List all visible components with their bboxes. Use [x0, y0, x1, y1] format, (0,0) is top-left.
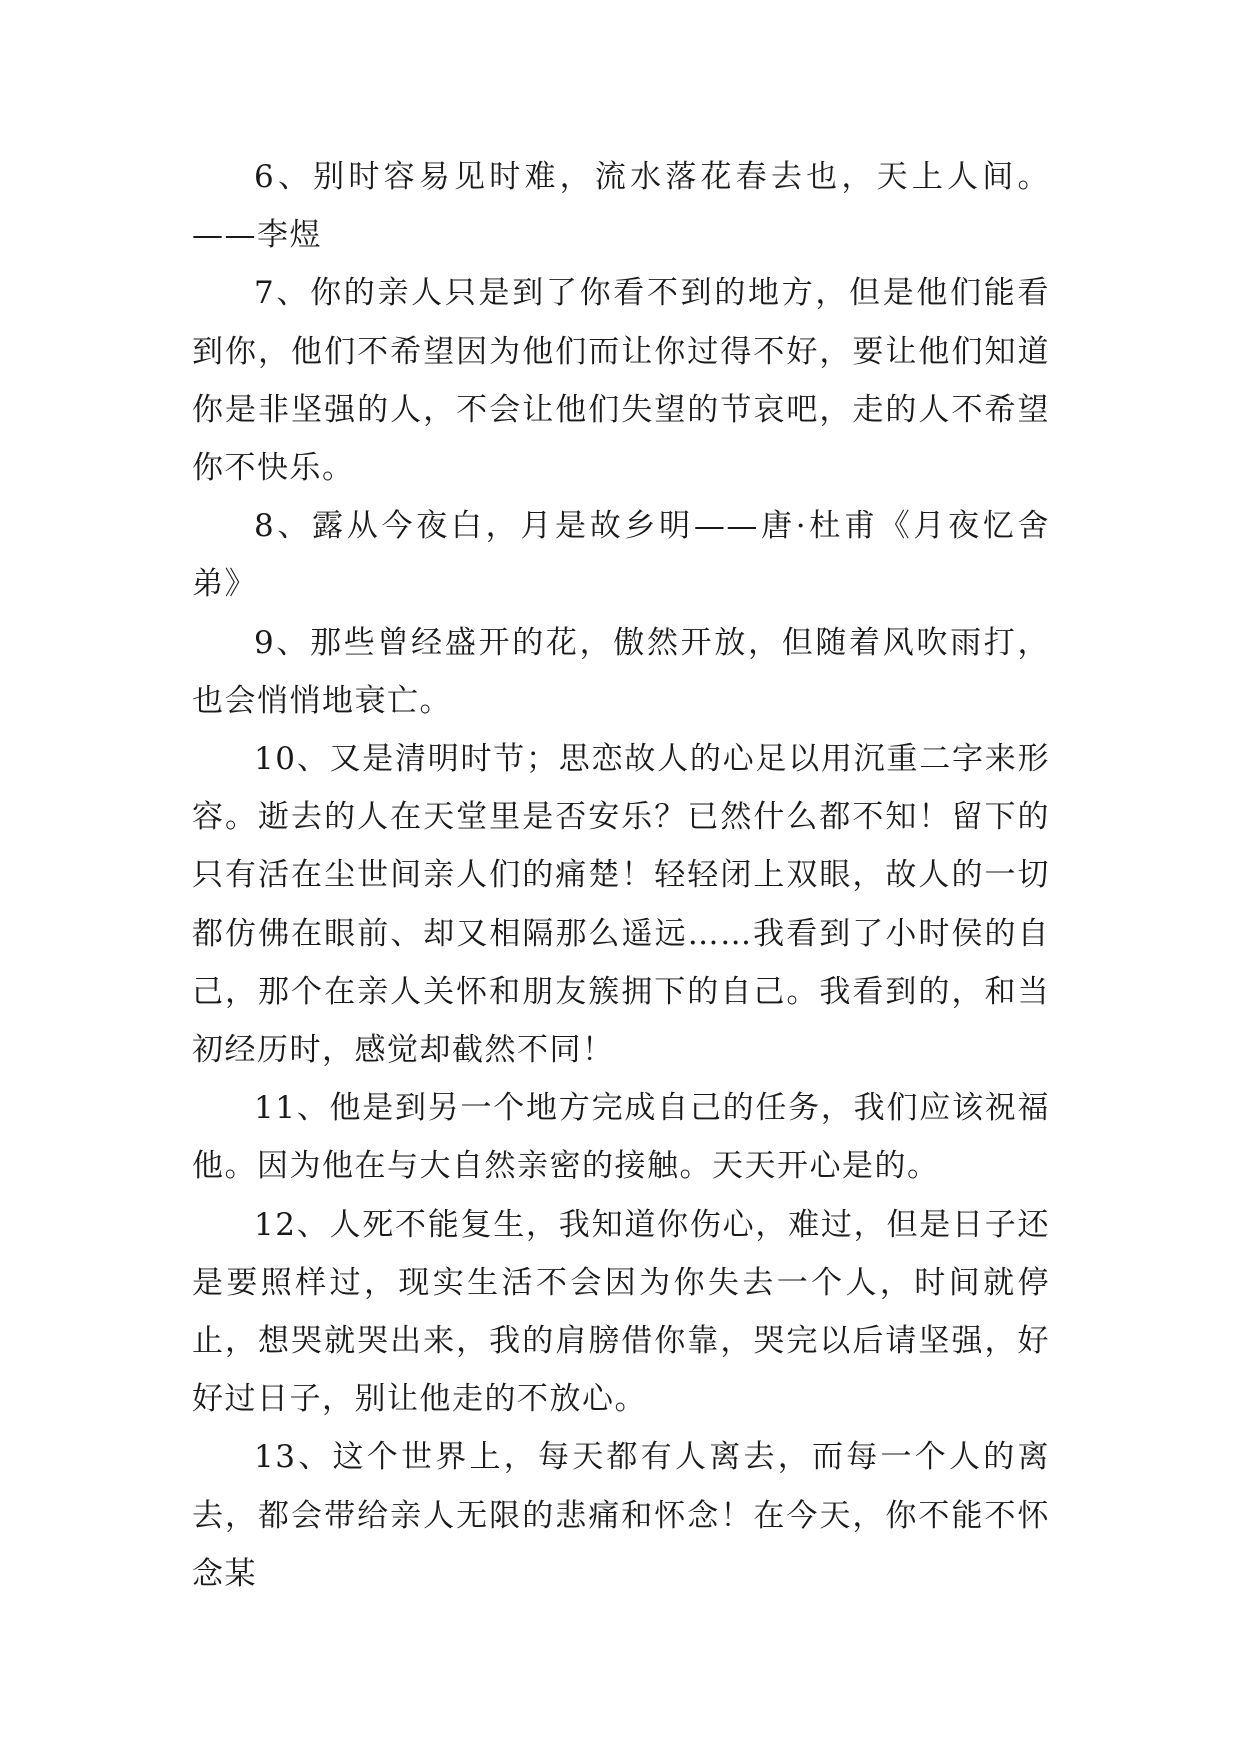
paragraph-8: 8、露从今夜白，月是故乡明——唐·杜甫《月夜忆舍弟》: [192, 508, 1050, 603]
paragraph-9: 9、那些曾经盛开的花，傲然开放，但随着风吹雨打，也会悄悄地衰亡。: [192, 624, 1050, 719]
paragraph-6: 6、别时容易见时难，流水落花春去也，天上人间。——李煜: [192, 159, 1050, 254]
document-body: [192, 148, 1050, 1603]
paragraph-7: 7、你的亲人只是到了你看不到的地方，但是他们能看到你，他们不希望因为他们而让你过得不好，要让他们知道你是非坚强的人，不会让他们失望的节哀吧，走的人不希望你不快乐。: [192, 275, 1050, 487]
paragraph-13: 13、这个世界上，每天都有人离去，而每一个人的离去，都会带给亲人无限的悲痛和怀念！在今天，你不能不怀念某: [192, 1439, 1050, 1592]
paragraph-10: 10、又是清明时节；思恋故人的心足以用沉重二字来形容。逝去的人在天堂里是否安乐？已然什么都不知！留下的只有活在尘世间亲人们的痛楚！轻轻闭上双眼，故人的一切都仿佛在眼前、却又相隔那么遥远……我看到了小时侯的自己，那个在亲人关怀和朋友簇拥下的自己。我看到的，和当初经历时，感觉却截然不同！: [192, 741, 1050, 1069]
paragraph-11: 11、他是到另一个地方完成自己的任务，我们应该祝福他。因为他在与大自然亲密的接触。天天开心是的。: [192, 1090, 1050, 1185]
paragraph-12: 12、人死不能复生，我知道你伤心，难过，但是日子还是要照样过，现实生活不会因为你失去一个人，时间就停止，想哭就哭出来，我的肩膀借你靠，哭完以后请坚强，好好过日子，别让他走的不放心。: [192, 1206, 1050, 1418]
